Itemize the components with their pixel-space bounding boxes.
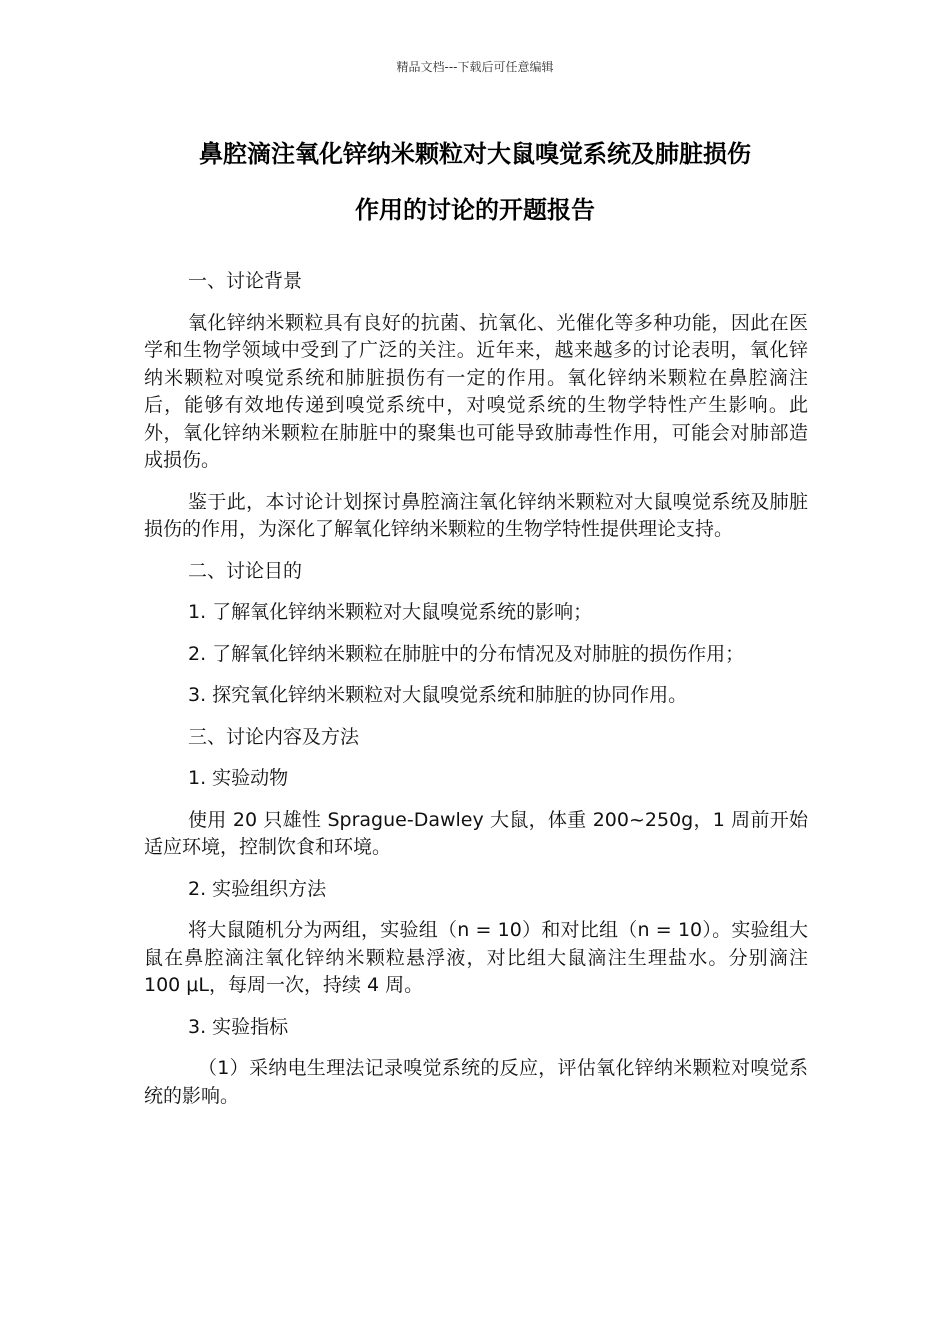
header-note: 精品文档---下载后可任意编辑 (396, 60, 554, 74)
subheading-indicators: 3. 实验指标 (188, 1015, 289, 1038)
section-heading-background: 一、讨论背景 (188, 270, 303, 292)
section-heading-objectives: 二、讨论目的 (188, 559, 303, 582)
document-title-line-1: 鼻腔滴注氧化锌纳米颗粒对大鼠嗅觉系统及肺脏损伤 (199, 140, 751, 168)
document-body (144, 268, 808, 1110)
subheading-animals: 1. 实验动物 (188, 767, 289, 789)
organization-paragraph: 将大鼠随机分为两组，实验组（n = 10）和对比组（n = 10）。实验组大鼠在鼻腔滴注氧化锌纳米颗粒悬浮液，对比组大鼠滴注生理盐水。分别滴注 100 μL，每周一次，持续 4 周。 (144, 919, 808, 996)
document-title-line-2: 作用的讨论的开题报告 (355, 196, 595, 224)
objective-item-3: 3. 探究氧化锌纳米颗粒对大鼠嗅觉系统和肺脏的协同作用。 (188, 684, 688, 706)
objective-item-1: 1. 了解氧化锌纳米颗粒对大鼠嗅觉系统的影响； (188, 601, 593, 623)
section-heading-methods: 三、讨论内容及方法 (188, 725, 360, 748)
objective-item-2: 2. 了解氧化锌纳米颗粒在肺脏中的分布情况及对肺脏的损伤作用； (188, 642, 745, 665)
background-paragraph-2: 鉴于此，本讨论计划探讨鼻腔滴注氧化锌纳米颗粒对大鼠嗅觉系统及肺脏损伤的作用，为深化了解氧化锌纳米颗粒的生物学特性提供理论支持。 (144, 490, 808, 540)
background-paragraph-1: 氧化锌纳米颗粒具有良好的抗菌、抗氧化、光催化等多种功能，因此在医学和生物学领域中受到了广泛的关注。近年来，越来越多的讨论表明，氧化锌纳米颗粒对嗅觉系统和肺脏损伤有一定的作用。氧化锌纳米颗粒在鼻腔滴注后，能够有效地传递到嗅觉系统中，对嗅觉系统的生物学特性产生影响。此外，氧化锌纳米颗粒在肺脏中的聚集也可能导致肺毒性作用，可能会对肺部造成损伤。 (144, 311, 808, 471)
subheading-organization: 2. 实验组织方法 (188, 877, 327, 900)
indicator-item-1: （1）采纳电生理法记录嗅觉系统的反应，评估氧化锌纳米颗粒对嗅觉系统的影响。 (144, 1057, 808, 1107)
animals-paragraph: 使用 20 只雄性 Sprague-Dawley 大鼠，体重 200~250g，1 周前开始适应环境，控制饮食和环境。 (144, 808, 808, 858)
